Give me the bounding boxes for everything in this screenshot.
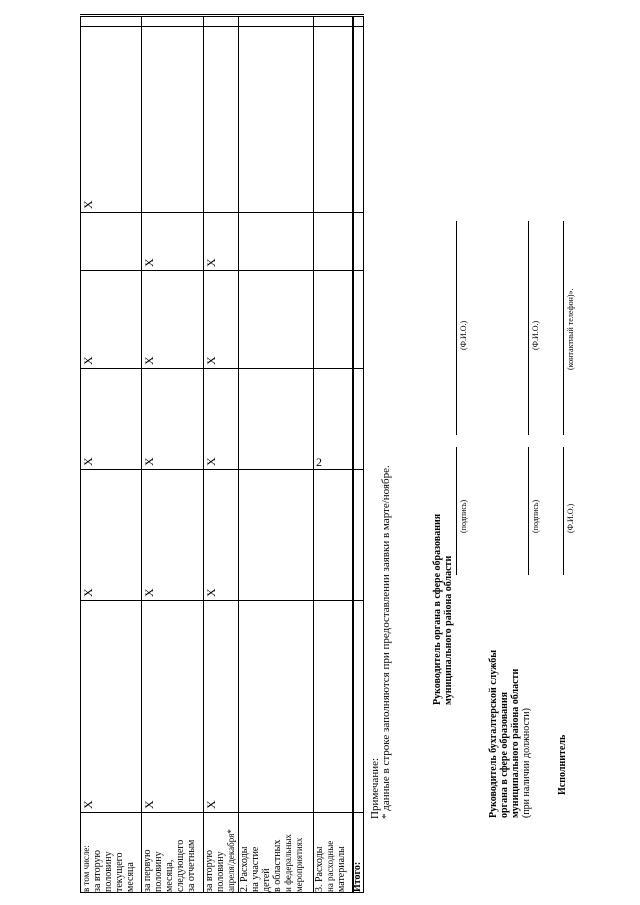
head-title-line-1: Руководитель органа в сфере образования bbox=[432, 513, 443, 705]
row-label-line: следующего bbox=[174, 839, 186, 892]
row-label-line: мероприятиях bbox=[294, 837, 305, 892]
cross-mark bbox=[239, 271, 240, 368]
accountant-sign-caption: (подпись) bbox=[531, 499, 540, 533]
accountant-title-line-2: органа в сфере образования bbox=[499, 691, 510, 818]
head-signature-title bbox=[432, 514, 454, 705]
cross-mark bbox=[239, 17, 240, 26]
executor-phone-caption: (контактный телефон)». bbox=[566, 288, 575, 370]
table-cell bbox=[141, 27, 203, 213]
head-sign-caption: (подпись) bbox=[459, 499, 468, 533]
table-cell bbox=[141, 16, 203, 27]
table-cell bbox=[239, 16, 314, 27]
cross-mark bbox=[204, 27, 205, 212]
row-label-line: половину bbox=[152, 851, 164, 892]
table-cell bbox=[81, 601, 142, 813]
cross-mark: X bbox=[81, 457, 95, 466]
executor-title bbox=[557, 735, 568, 795]
row-label bbox=[141, 813, 203, 893]
executor-phone-line bbox=[563, 221, 564, 435]
row-label-line: за первую bbox=[141, 849, 153, 892]
table-row bbox=[239, 16, 314, 893]
cross-mark bbox=[314, 213, 315, 270]
table-cell bbox=[203, 470, 238, 601]
table-cell bbox=[353, 601, 364, 813]
head-name-caption: (Ф.И.О.) bbox=[459, 320, 468, 350]
table-row bbox=[314, 16, 353, 893]
table-cell bbox=[314, 601, 353, 813]
cross-mark: X bbox=[203, 258, 218, 267]
table-cell bbox=[353, 369, 364, 470]
row-label-line: половину bbox=[214, 851, 226, 892]
accountant-title-line-1: Руководитель бухгалтерской службы bbox=[488, 649, 499, 818]
row-label-line: половину bbox=[103, 851, 114, 892]
cross-mark bbox=[314, 369, 315, 469]
cross-mark bbox=[81, 213, 82, 270]
row-label bbox=[314, 813, 353, 893]
cross-mark bbox=[239, 601, 240, 812]
table-cell bbox=[81, 369, 142, 470]
table-cell bbox=[141, 213, 203, 271]
cross-mark bbox=[204, 17, 205, 26]
table-row bbox=[203, 16, 238, 893]
table-cell bbox=[239, 271, 314, 369]
table-cell bbox=[239, 470, 314, 601]
row-label-line: и федеральных bbox=[283, 834, 294, 892]
row-label-line: за вторую bbox=[92, 850, 103, 892]
table-cell bbox=[314, 213, 353, 271]
table-cell bbox=[81, 27, 142, 213]
note-heading: Примечание: bbox=[369, 757, 381, 819]
cross-mark bbox=[239, 470, 240, 600]
table-cell bbox=[141, 271, 203, 369]
table-cell bbox=[141, 369, 203, 470]
row-label-line: месяца, bbox=[163, 859, 175, 892]
table-cell bbox=[314, 271, 353, 369]
table-cell bbox=[203, 27, 238, 213]
note-text: * данные в строке заполняются при предоставлении заявки в марте/ноябре. bbox=[380, 465, 392, 819]
table-cell bbox=[353, 27, 364, 213]
cross-mark bbox=[142, 27, 143, 212]
cross-mark bbox=[81, 17, 82, 26]
accountant-extra-line: (при наличии должности) bbox=[521, 708, 532, 818]
cross-mark bbox=[239, 369, 240, 469]
cross-mark bbox=[314, 470, 315, 600]
accountant-signature-title bbox=[488, 650, 532, 818]
cross-mark: X bbox=[141, 356, 156, 365]
table-cell bbox=[203, 16, 238, 27]
cross-mark bbox=[314, 17, 315, 26]
cross-mark bbox=[314, 27, 315, 212]
cross-mark bbox=[142, 17, 143, 26]
cross-mark: X bbox=[203, 588, 218, 597]
row-label-line: 3. Расходы bbox=[314, 846, 326, 892]
row-label-line: на участие bbox=[250, 846, 262, 892]
table-cell bbox=[353, 271, 364, 369]
table-cell bbox=[239, 601, 314, 813]
cross-mark: X bbox=[203, 457, 218, 466]
table-cell bbox=[203, 369, 238, 470]
cross-mark: X bbox=[141, 457, 156, 466]
row-label-line: материалы bbox=[336, 846, 348, 892]
note bbox=[370, 465, 392, 819]
table-row bbox=[141, 16, 203, 893]
accountant-name-line bbox=[528, 221, 529, 435]
cross-mark: X bbox=[141, 258, 156, 267]
cross-mark: X bbox=[141, 588, 156, 597]
total-row bbox=[353, 16, 364, 893]
table-cell bbox=[314, 369, 353, 470]
accountant-title-line-3: муниципального района области bbox=[510, 668, 521, 818]
table-cell bbox=[141, 470, 203, 601]
table-cell bbox=[203, 213, 238, 271]
accountant-name-caption: (Ф.И.О.) bbox=[531, 320, 540, 350]
table-cell bbox=[239, 27, 314, 213]
cross-mark: X bbox=[81, 588, 95, 597]
row-label-line: за отчетным bbox=[185, 839, 197, 892]
cross-mark: X bbox=[81, 800, 95, 809]
total-label: Итого: bbox=[353, 813, 364, 893]
table-cell bbox=[141, 601, 203, 813]
budget-table bbox=[80, 14, 364, 893]
table-cell bbox=[314, 16, 353, 27]
head-title-line-2: муниципального района области bbox=[443, 555, 454, 705]
cross-mark bbox=[314, 271, 315, 368]
table-cell bbox=[81, 16, 142, 27]
table-cell bbox=[203, 601, 238, 813]
accountant-sign-line bbox=[528, 447, 529, 575]
row-label bbox=[203, 813, 238, 893]
row-label-line: текущего bbox=[114, 852, 125, 892]
row-label-line: на расходные bbox=[325, 840, 336, 892]
executor-name-caption: (Ф.И.О.) bbox=[566, 503, 575, 533]
executor-title-text: Исполнитель bbox=[557, 734, 568, 795]
table-body bbox=[81, 16, 364, 893]
table-row bbox=[81, 16, 142, 893]
head-name-line bbox=[456, 221, 457, 435]
table-cell bbox=[203, 271, 238, 369]
cross-mark: X bbox=[141, 800, 156, 809]
row-label bbox=[239, 813, 314, 893]
row-label-line: апреля/декабря* bbox=[225, 829, 236, 892]
cross-mark: X bbox=[203, 800, 218, 809]
head-sign-line bbox=[456, 447, 457, 575]
row-label-line: за вторую bbox=[203, 850, 215, 892]
row-label-line: месяца bbox=[125, 862, 136, 892]
table-cell bbox=[81, 213, 142, 271]
cross-mark: X bbox=[203, 356, 218, 365]
executor-name-line bbox=[563, 447, 564, 575]
table-cell bbox=[353, 213, 364, 271]
row-label-line: детей bbox=[261, 868, 273, 892]
table-cell bbox=[239, 213, 314, 271]
row-label-line: в том числе: bbox=[81, 845, 91, 892]
table-cell bbox=[81, 271, 142, 369]
table-cell bbox=[353, 16, 364, 27]
table-cell bbox=[239, 369, 314, 470]
table-cell bbox=[314, 470, 353, 601]
page-number: 2 bbox=[316, 455, 322, 469]
cross-mark bbox=[239, 213, 240, 270]
cross-mark: X bbox=[81, 200, 95, 209]
cross-mark: X bbox=[81, 356, 95, 365]
table-cell bbox=[81, 470, 142, 601]
row-label bbox=[81, 813, 142, 893]
table-cell bbox=[314, 27, 353, 213]
row-label-line: 2. Расходы bbox=[239, 846, 251, 892]
table-cell bbox=[353, 470, 364, 601]
cross-mark bbox=[239, 27, 240, 212]
row-label-line: в областных bbox=[272, 839, 284, 892]
cross-mark bbox=[314, 601, 315, 812]
